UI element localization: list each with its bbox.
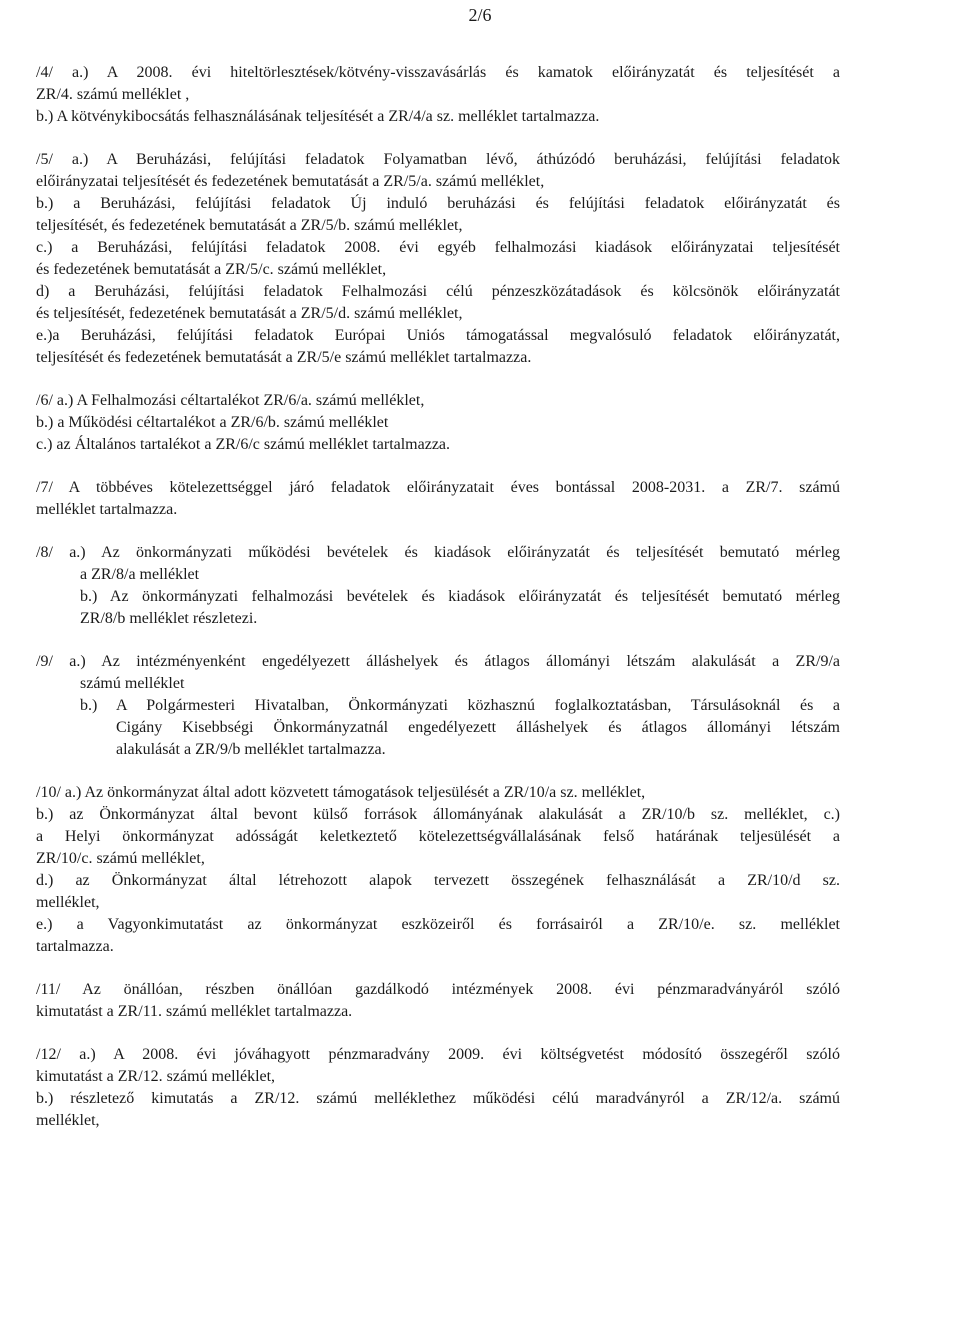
section-7-line: melléklet tartalmazza. (36, 501, 178, 518)
section-8-line: /8/ a.) Az önkormányzati működési bevételek és kiadások előirányzatát és teljesítését bemutató mérleg (36, 544, 840, 561)
section-8-line: b.) Az önkormányzati felhalmozási bevételek és kiadások előirányzatát és teljesítését bemutató mérleg (80, 588, 840, 605)
section-4-line: b.) A kötvénykibocsátás felhasználásának teljesítését a ZR/4/a sz. melléklet tartalmazza. (36, 108, 600, 125)
section-8-line: a ZR/8/a melléklet (80, 566, 200, 583)
section-10-line: e.) a Vagyonkimutatást az önkormányzat eszközeiről és forrásairól a ZR/10/e. sz. melléklet (36, 916, 840, 933)
section-9-line: b.) A Polgármesteri Hivatalban, Önkormányzati közhasznú foglalkoztatásban, Társulásoknál és a (80, 697, 840, 714)
section-10-line: b.) az Önkormányzat által bevont külső források állományának alakulását a ZR/10/b sz. melléklet, c.) (36, 806, 840, 823)
section-9 (36, 651, 840, 761)
section-5-line: és teljesítését, fedezetének bemutatását a ZR/5/d. számú melléklet, (36, 305, 463, 322)
section-11-line: /11/ Az önállóan, részben önállóan gazdálkodó intézmények 2008. évi pénzmaradványáról szóló (36, 981, 840, 998)
section-8-line: ZR/8/b melléklet részletezi. (80, 610, 258, 627)
section-10-line: tartalmazza. (36, 938, 114, 955)
section-5 (36, 149, 840, 369)
section-9-line: /9/ a.) Az intézményenként engedélyezett álláshelyek és átlagos állományi létszám alakulását a ZR/9/a (36, 653, 840, 670)
section-6-line: c.) az Általános tartalékot a ZR/6/c számú melléklet tartalmazza. (36, 436, 451, 453)
section-8 (36, 542, 840, 630)
section-5-line: c.) a Beruházási, felújítási feladatok 2008. évi egyéb felhalmozási kiadások előirányzatai teljesítését (36, 239, 840, 256)
section-7 (36, 477, 840, 521)
section-12 (36, 1044, 840, 1132)
section-4-line: ZR/4. számú melléklet , (36, 86, 190, 103)
section-12-line: melléklet, (36, 1112, 100, 1129)
section-5-line: teljesítését és fedezetének bemutatását a ZR/5/e számú melléklet tartalmazza. (36, 349, 532, 366)
section-9-line: alakulását a ZR/9/b melléklet tartalmazza. (116, 741, 386, 758)
section-7-line: /7/ A többéves kötelezettséggel járó feladatok előirányzatait éves bontással 2008-2031. a ZR/7. számú (36, 479, 840, 496)
section-10-line: d.) az Önkormányzat által létrehozott alapok tervezett összegének felhasználását a ZR/10/d sz. (36, 872, 840, 889)
document-body (36, 62, 840, 1153)
section-5-line: b.) a Beruházási, felújítási feladatok Új induló beruházási és felújítási feladatok előirányzatát és (36, 195, 840, 212)
section-5-line: és fedezetének bemutatását a ZR/5/c. számú melléklet, (36, 261, 387, 278)
section-10-line: melléklet, (36, 894, 100, 911)
section-6 (36, 390, 840, 456)
section-9-line: Cigány Kisebbségi Önkormányzatnál engedélyezett álláshelyek és átlagos állományi létszám (116, 719, 840, 736)
section-5-line: d) a Beruházási, felújítási feladatok Felhalmozási célú pénzeszközátadások és kölcsönök előirányzatát (36, 283, 840, 300)
section-12-line: b.) részletező kimutatás a ZR/12. számú melléklethez működési célú maradványról a ZR/12/a. számú (36, 1090, 840, 1107)
section-6-line: b.) a Működési céltartalékot a ZR/6/b. számú melléklet (36, 414, 389, 431)
section-11 (36, 979, 840, 1023)
section-12-line: /12/ a.) A 2008. évi jóváhagyott pénzmaradvány 2009. évi költségvetést módosító összegéről szóló (36, 1046, 840, 1063)
section-10-line: ZR/10/c. számú melléklet, (36, 850, 205, 867)
section-5-line: teljesítését, és fedezetének bemutatását a ZR/5/b. számú melléklet, (36, 217, 463, 234)
section-11-line: kimutatást a ZR/11. számú melléklet tartalmazza. (36, 1003, 353, 1020)
section-4-line: /4/ a.) A 2008. évi hiteltörlesztések/kötvény-visszavásárlás és kamatok előirányzatát és teljesítését a (36, 64, 840, 81)
section-6-line: /6/ a.) A Felhalmozási céltartalékot ZR/6/a. számú melléklet, (36, 392, 425, 409)
section-10-line: a Helyi önkormányzat adósságát keletkeztető kötelezettségvállalásának felső határának teljesülését a (36, 828, 840, 845)
section-4 (36, 62, 840, 128)
section-10 (36, 782, 840, 958)
section-5-line: e.)a Beruházási, felújítási feladatok Európai Uniós támogatással megvalósuló feladatok előirányzatát, (36, 327, 840, 344)
section-10-line: /10/ a.) Az önkormányzat által adott közvetett támogatások teljesülését a ZR/10/a sz. melléklet, (36, 784, 646, 801)
section-5-line: előirányzatai teljesítését és fedezetének bemutatását a ZR/5/a. számú melléklet, (36, 173, 545, 190)
page-number: 2/6 (468, 5, 492, 25)
section-9-line: számú melléklet (80, 675, 185, 692)
section-5-line: /5/ a.) A Beruházási, felújítási feladatok Folyamatban lévő, áthúzódó beruházási, felújítási feladatok (36, 151, 840, 168)
section-12-line: kimutatást a ZR/12. számú melléklet, (36, 1068, 276, 1085)
